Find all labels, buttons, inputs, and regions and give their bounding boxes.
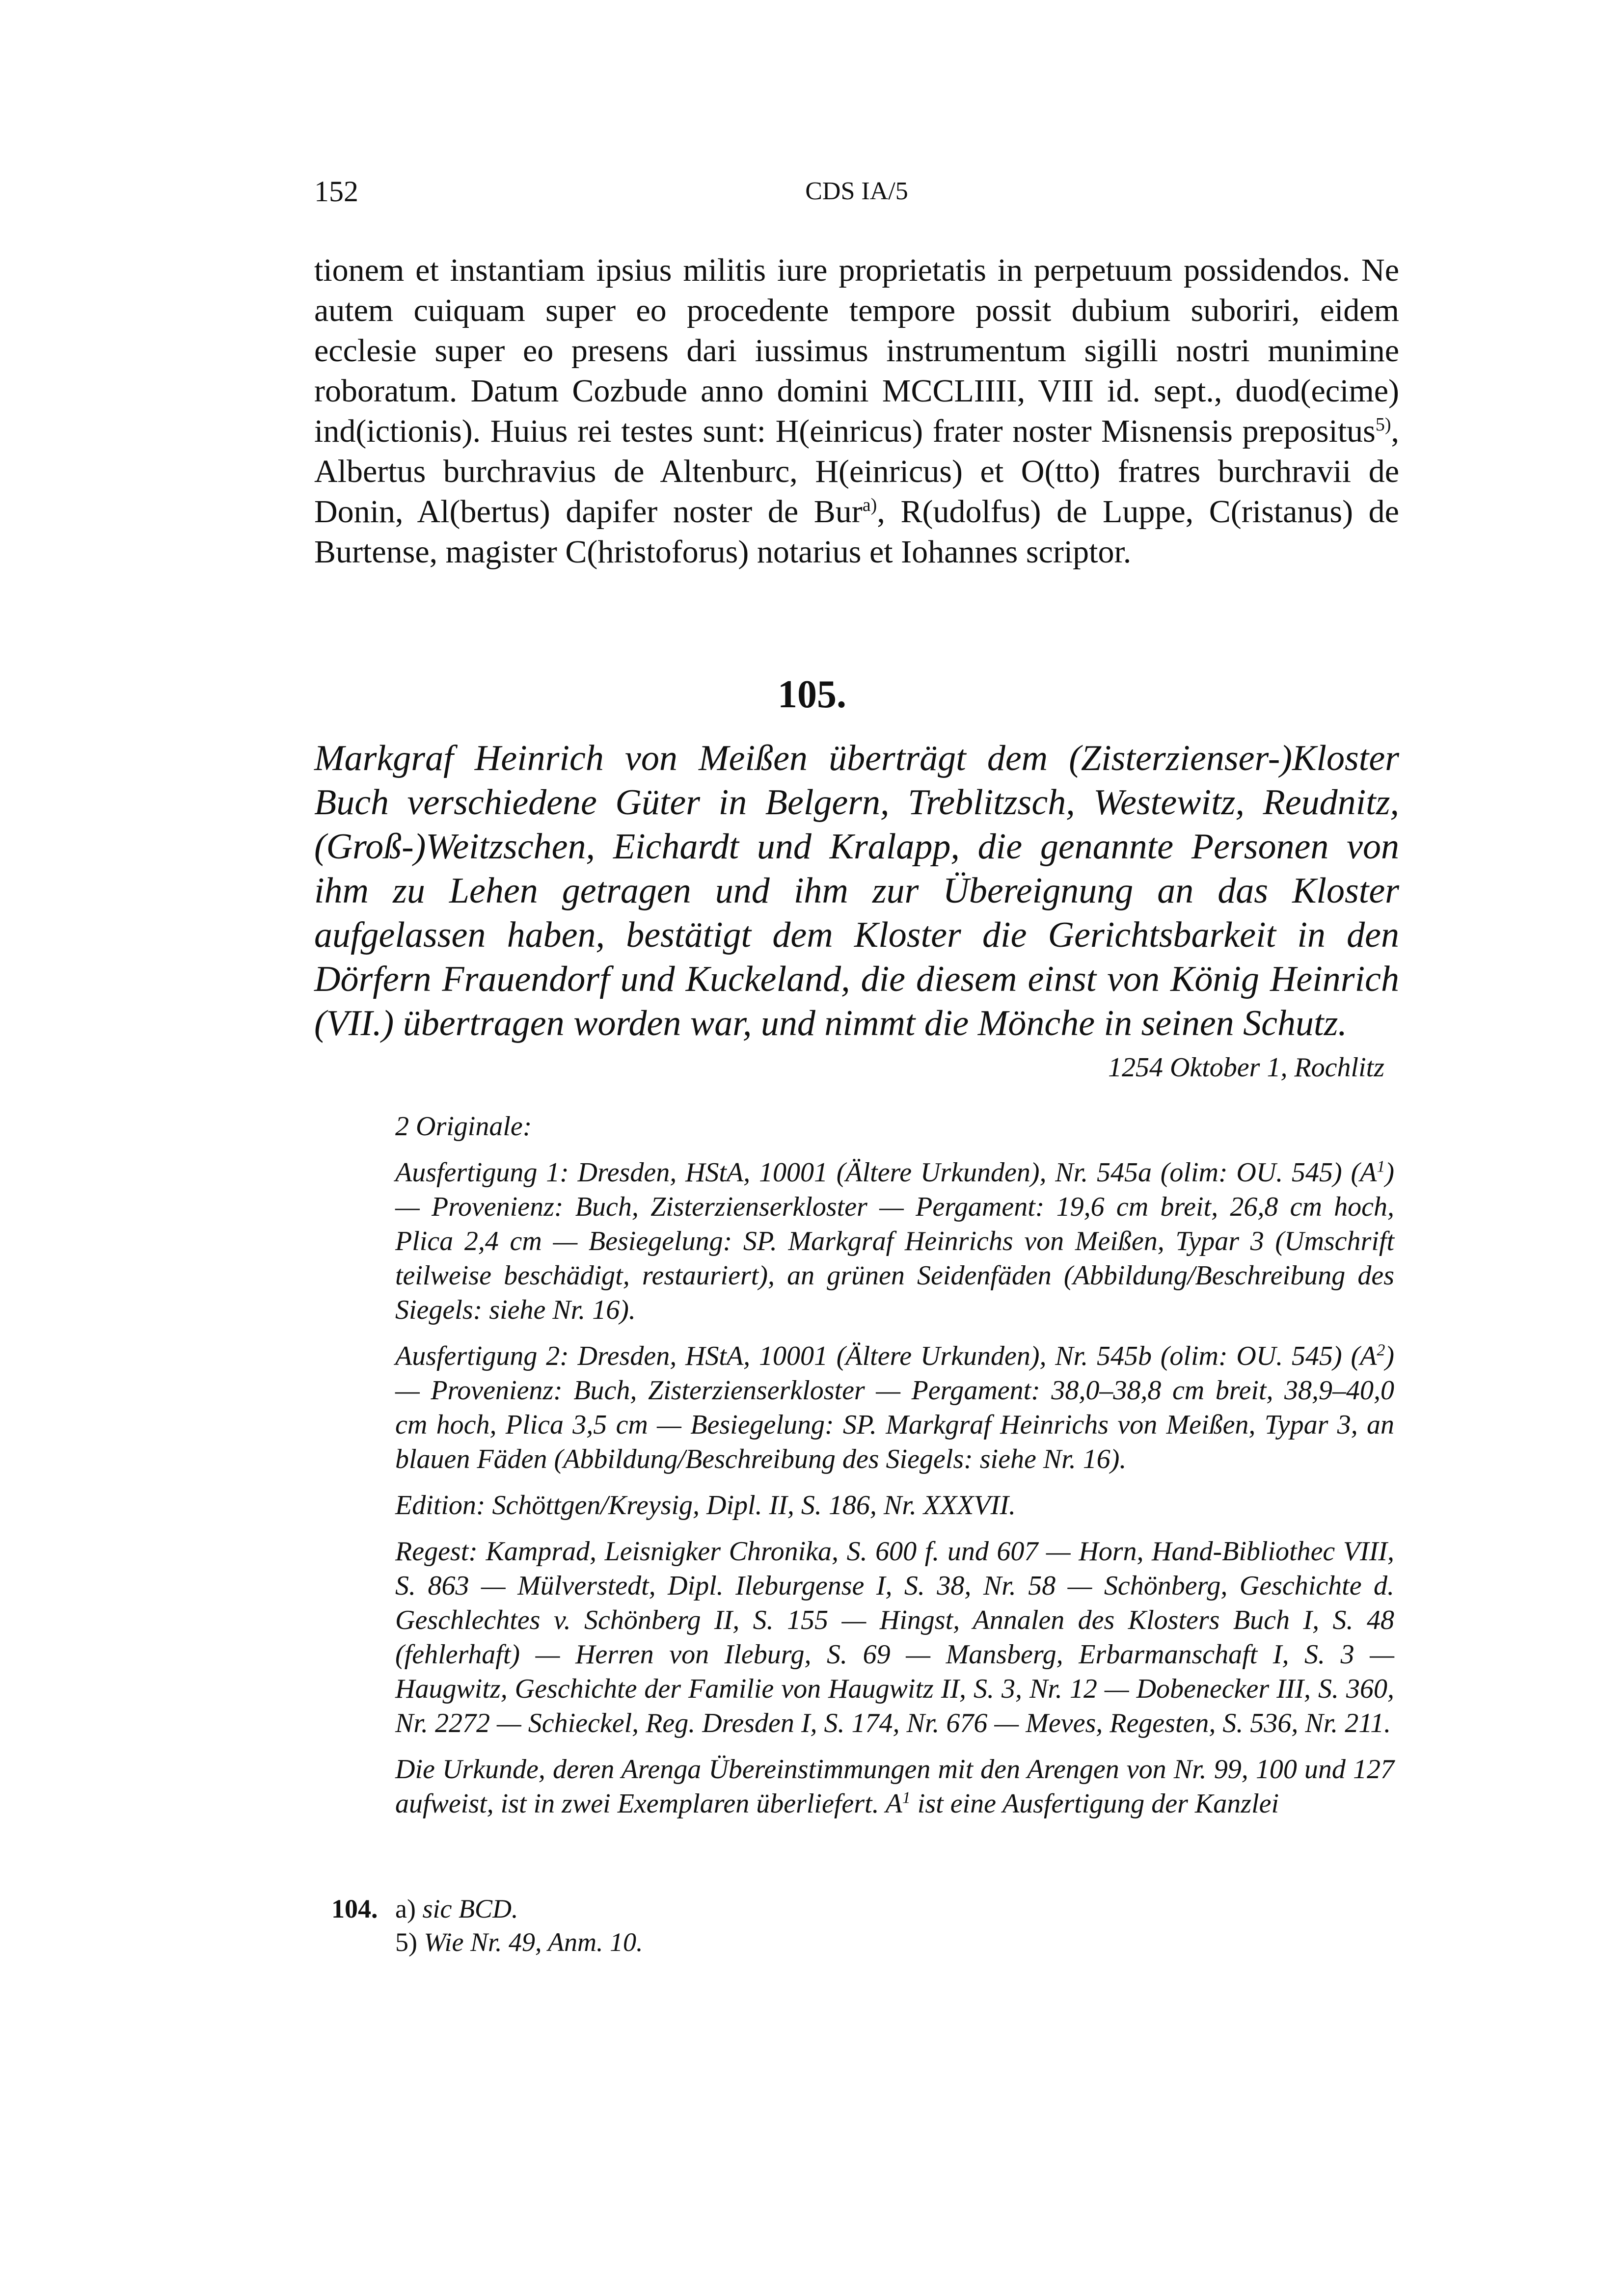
footnotes <box>331 1892 1394 1959</box>
commentary-sup: 1 <box>902 1789 911 1807</box>
footnote-list <box>395 1892 1394 1959</box>
main-text <box>314 250 1399 572</box>
footnote-ref-a[interactable]: a) <box>862 495 877 515</box>
ausfertigung-2-text-a: Ausfertigung 2: Dresden, HStA, 10001 (Ältere Urkunden), Nr. 545b (olim: OU. 545) (A <box>395 1341 1377 1371</box>
footnote-item <box>395 1892 1394 1925</box>
footnote-mark: 5) <box>395 1927 417 1957</box>
main-text-part-3: , R(udolfus) de Luppe, C(ristanus) de Burtense, magister C(hristoforus) notarius et Iohannes scriptor. <box>314 494 1399 570</box>
ausfertigung-2-text-b: ) — Provenienz: Buch, Zisterzienserkloster — Pergament: 38,0–38,8 cm breit, 38,9–40,0 cm hoch, Plica 3,5 cm — Besiegelung: SP. Markgraf Heinrichs von Meißen, Typar 3, an blauen Fäden (Abbildung/Beschreibung des Siegels: siehe Nr. 16). <box>395 1341 1394 1474</box>
commentary-text-a: Die Urkunde, deren Arenga Übereinstimmungen mit den Arengen von Nr. 99, 100 und 127 aufweist, ist in zwei Exemplaren überliefert. A <box>395 1754 1394 1819</box>
date-place: 1254 Oktober 1, Rochlitz <box>1108 1052 1384 1083</box>
ausfertigung-1-text-b: ) — Provenienz: Buch, Zisterzienserkloster — Pergament: 19,6 cm breit, 26,8 cm hoch, Plica 2,4 cm — Besiegelung: SP. Markgraf Heinrichs von Meißen, Typar 3 (Umschrift teilweise beschädigt, restauriert), an grünen Seidenfäden (Abbildung/Beschreibung des Siegels: siehe Nr. 16). <box>395 1157 1394 1325</box>
footnote-mark: a) <box>395 1894 416 1923</box>
page-header <box>314 172 1399 211</box>
main-text-part-2: , Albertus burchravius de Altenburc, H(einricus) et O(tto) fratres burchravii de Donin, Al(bertus) dapifer noster de Bur <box>314 413 1399 530</box>
footnote-group <box>331 1892 1394 1959</box>
ausfertigung-1-sup: 1 <box>1377 1157 1385 1176</box>
page-number: 152 <box>314 175 358 208</box>
footnote-text: Wie Nr. 49, Anm. 10. <box>424 1927 643 1957</box>
footnote-item <box>395 1925 1394 1959</box>
document-summary: Markgraf Heinrich von Meißen überträgt dem (Zisterzienser-)Kloster Buch verschiedene Güter in Belgern, Treblitzsch, Westewitz, Reudnitz, (Groß-)Weitzschen, Eichardt und Kralapp, die genannte Personen von ihm zu Lehen getragen und ihm zur Übereignung an das Kloster aufgelassen haben, bestätigt dem Kloster die Gerichtsbarkeit in den Dörfern Frauendorf und Kuckeland, die diesem einst von König Heinrich (VII.) übertragen worden war, und nimmt die Mönche in seinen Schutz. <box>314 738 1399 1043</box>
running-head: CDS IA/5 <box>805 177 908 205</box>
main-text-paragraph <box>314 250 1399 572</box>
ausfertigung-1-text-a: Ausfertigung 1: Dresden, HStA, 10001 (Ältere Urkunden), Nr. 545a (olim: OU. 545) (A <box>395 1157 1377 1188</box>
regest: Regest: Kamprad, Leisnigker Chronika, S. 600 f. und 607 — Horn, Hand-Bibliothec VIII, S. 863 — Mülverstedt, Dipl. Ileburgense I, S. 38, Nr. 58 — Schönberg, Geschichte d. Geschlechtes v. Schönberg II, S. 155 — Hingst, Annalen des Klosters Buch I, S. 48 (fehlerhaft) — Herren von Ileburg, S. 69 — Mansberg, Erbarmanschaft I, S. 3 — Haugwitz, Geschichte der Familie von Haugwitz II, S. 3, Nr. 12 — Dobenecker III, S. 360, Nr. 2272 — Schieckel, Reg. Dresden I, S. 174, Nr. 676 — Meves, Regesten, S. 536, Nr. 211. <box>395 1536 1394 1738</box>
ausfertigung-1 <box>395 1155 1394 1327</box>
main-text-part-1: tionem et instantiam ipsius militis iure proprietatis in perpetuum possidendos. Ne autem cuiquam super eo procedente tempore possit dubium suboriri, eidem ecclesie super eo presens dari iussimus instrumentum sigilli nostri munimine roboratum. Datum Cozbude anno domini MCCLIIII, VIII id. sept., duod(ecime) ind(ictionis). Huius rei testes sunt: H(einricus) frater noster Misnensis prepositus <box>314 252 1399 449</box>
ausfertigung-2-sup: 2 <box>1377 1341 1385 1360</box>
originals-heading: 2 Originale: <box>395 1111 532 1142</box>
commentary-text-b: ist eine Ausfertigung der Kanzlei <box>910 1789 1279 1819</box>
commentary <box>395 1752 1394 1821</box>
critical-apparatus <box>395 1109 1394 1833</box>
footnote-text: sic BCD. <box>422 1894 518 1923</box>
footnote-doc-ref: 104. <box>331 1894 378 1923</box>
ausfertigung-2 <box>395 1339 1394 1476</box>
edition: Edition: Schöttgen/Kreysig, Dipl. II, S. 186, Nr. XXXVII. <box>395 1490 1016 1521</box>
document-number: 105. <box>778 673 846 716</box>
footnote-ref-5[interactable]: 5) <box>1375 414 1391 435</box>
